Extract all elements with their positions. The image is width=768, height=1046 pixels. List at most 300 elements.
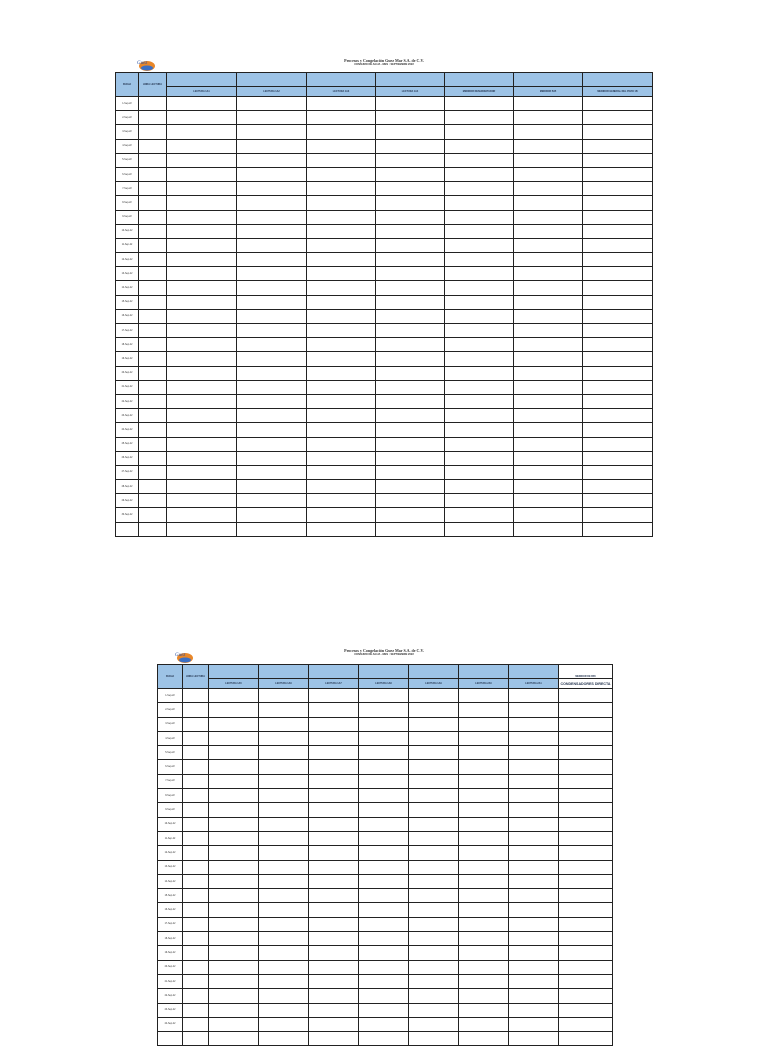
empty-cell[interactable] xyxy=(158,1032,183,1046)
reading-cell[interactable] xyxy=(237,153,307,167)
reading-cell[interactable] xyxy=(237,139,307,153)
reading-cell[interactable] xyxy=(409,717,459,731)
reading-cell[interactable] xyxy=(167,409,237,423)
reading-cell[interactable] xyxy=(376,238,445,252)
hora-cell[interactable] xyxy=(139,394,167,408)
reading-cell[interactable] xyxy=(167,480,237,494)
empty-cell[interactable] xyxy=(183,1032,209,1046)
reading-cell[interactable] xyxy=(459,817,509,831)
reading-cell[interactable] xyxy=(445,111,514,125)
reading-cell[interactable] xyxy=(376,494,445,508)
reading-cell[interactable] xyxy=(514,224,583,238)
reading-cell[interactable] xyxy=(259,689,309,703)
reading-cell[interactable] xyxy=(459,889,509,903)
reading-cell[interactable] xyxy=(307,267,376,281)
hora-cell[interactable] xyxy=(139,182,167,196)
reading-cell[interactable] xyxy=(167,508,237,522)
hora-cell[interactable] xyxy=(183,989,209,1003)
reading-cell[interactable] xyxy=(167,494,237,508)
hora-cell[interactable] xyxy=(183,974,209,988)
reading-cell[interactable] xyxy=(237,409,307,423)
reading-cell[interactable] xyxy=(509,874,559,888)
reading-cell[interactable] xyxy=(259,1017,309,1031)
reading-cell[interactable] xyxy=(259,831,309,845)
reading-cell[interactable] xyxy=(309,946,359,960)
reading-cell[interactable] xyxy=(559,903,613,917)
reading-cell[interactable] xyxy=(209,817,259,831)
reading-cell[interactable] xyxy=(167,324,237,338)
reading-cell[interactable] xyxy=(583,196,653,210)
reading-cell[interactable] xyxy=(376,352,445,366)
hora-cell[interactable] xyxy=(183,703,209,717)
empty-cell[interactable] xyxy=(237,522,307,536)
reading-cell[interactable] xyxy=(514,295,583,309)
reading-cell[interactable] xyxy=(359,889,409,903)
reading-cell[interactable] xyxy=(237,451,307,465)
reading-cell[interactable] xyxy=(583,480,653,494)
reading-cell[interactable] xyxy=(459,831,509,845)
reading-cell[interactable] xyxy=(583,352,653,366)
reading-cell[interactable] xyxy=(167,309,237,323)
reading-cell[interactable] xyxy=(376,139,445,153)
reading-cell[interactable] xyxy=(583,366,653,380)
reading-cell[interactable] xyxy=(309,1017,359,1031)
reading-cell[interactable] xyxy=(514,494,583,508)
empty-cell[interactable] xyxy=(309,1032,359,1046)
reading-cell[interactable] xyxy=(307,182,376,196)
reading-cell[interactable] xyxy=(559,860,613,874)
reading-cell[interactable] xyxy=(209,1017,259,1031)
reading-cell[interactable] xyxy=(583,281,653,295)
reading-cell[interactable] xyxy=(376,167,445,181)
reading-cell[interactable] xyxy=(409,860,459,874)
reading-cell[interactable] xyxy=(514,409,583,423)
hora-cell[interactable] xyxy=(139,338,167,352)
hora-cell[interactable] xyxy=(139,139,167,153)
reading-cell[interactable] xyxy=(583,224,653,238)
reading-cell[interactable] xyxy=(376,480,445,494)
reading-cell[interactable] xyxy=(309,974,359,988)
reading-cell[interactable] xyxy=(307,324,376,338)
reading-cell[interactable] xyxy=(259,760,309,774)
reading-cell[interactable] xyxy=(459,717,509,731)
reading-cell[interactable] xyxy=(583,97,653,111)
empty-cell[interactable] xyxy=(445,522,514,536)
reading-cell[interactable] xyxy=(237,295,307,309)
reading-cell[interactable] xyxy=(209,946,259,960)
empty-cell[interactable] xyxy=(459,1032,509,1046)
reading-cell[interactable] xyxy=(445,295,514,309)
reading-cell[interactable] xyxy=(559,917,613,931)
reading-cell[interactable] xyxy=(307,139,376,153)
reading-cell[interactable] xyxy=(409,774,459,788)
reading-cell[interactable] xyxy=(237,380,307,394)
hora-cell[interactable] xyxy=(183,774,209,788)
reading-cell[interactable] xyxy=(167,196,237,210)
reading-cell[interactable] xyxy=(259,803,309,817)
reading-cell[interactable] xyxy=(209,689,259,703)
hora-cell[interactable] xyxy=(183,860,209,874)
reading-cell[interactable] xyxy=(309,803,359,817)
reading-cell[interactable] xyxy=(259,717,309,731)
reading-cell[interactable] xyxy=(409,874,459,888)
reading-cell[interactable] xyxy=(559,689,613,703)
reading-cell[interactable] xyxy=(509,1003,559,1017)
reading-cell[interactable] xyxy=(259,903,309,917)
hora-cell[interactable] xyxy=(139,423,167,437)
reading-cell[interactable] xyxy=(459,917,509,931)
reading-cell[interactable] xyxy=(237,494,307,508)
hora-cell[interactable] xyxy=(183,689,209,703)
reading-cell[interactable] xyxy=(259,974,309,988)
reading-cell[interactable] xyxy=(209,831,259,845)
reading-cell[interactable] xyxy=(307,167,376,181)
reading-cell[interactable] xyxy=(409,803,459,817)
reading-cell[interactable] xyxy=(167,153,237,167)
reading-cell[interactable] xyxy=(209,774,259,788)
reading-cell[interactable] xyxy=(514,380,583,394)
reading-cell[interactable] xyxy=(209,860,259,874)
reading-cell[interactable] xyxy=(583,309,653,323)
reading-cell[interactable] xyxy=(514,139,583,153)
reading-cell[interactable] xyxy=(559,932,613,946)
reading-cell[interactable] xyxy=(209,760,259,774)
reading-cell[interactable] xyxy=(309,774,359,788)
reading-cell[interactable] xyxy=(514,153,583,167)
reading-cell[interactable] xyxy=(459,746,509,760)
reading-cell[interactable] xyxy=(237,423,307,437)
reading-cell[interactable] xyxy=(309,903,359,917)
reading-cell[interactable] xyxy=(307,111,376,125)
hora-cell[interactable] xyxy=(139,324,167,338)
reading-cell[interactable] xyxy=(514,423,583,437)
reading-cell[interactable] xyxy=(445,281,514,295)
hora-cell[interactable] xyxy=(183,789,209,803)
reading-cell[interactable] xyxy=(209,789,259,803)
reading-cell[interactable] xyxy=(259,774,309,788)
reading-cell[interactable] xyxy=(559,1003,613,1017)
reading-cell[interactable] xyxy=(409,746,459,760)
reading-cell[interactable] xyxy=(459,946,509,960)
reading-cell[interactable] xyxy=(514,394,583,408)
reading-cell[interactable] xyxy=(409,889,459,903)
reading-cell[interactable] xyxy=(209,903,259,917)
reading-cell[interactable] xyxy=(237,352,307,366)
reading-cell[interactable] xyxy=(409,689,459,703)
reading-cell[interactable] xyxy=(514,182,583,196)
reading-cell[interactable] xyxy=(309,917,359,931)
reading-cell[interactable] xyxy=(509,1017,559,1031)
reading-cell[interactable] xyxy=(459,932,509,946)
reading-cell[interactable] xyxy=(559,831,613,845)
reading-cell[interactable] xyxy=(445,380,514,394)
reading-cell[interactable] xyxy=(359,760,409,774)
reading-cell[interactable] xyxy=(445,210,514,224)
reading-cell[interactable] xyxy=(259,731,309,745)
reading-cell[interactable] xyxy=(209,989,259,1003)
reading-cell[interactable] xyxy=(376,451,445,465)
reading-cell[interactable] xyxy=(307,480,376,494)
hora-cell[interactable] xyxy=(183,731,209,745)
hora-cell[interactable] xyxy=(139,238,167,252)
reading-cell[interactable] xyxy=(509,746,559,760)
reading-cell[interactable] xyxy=(445,352,514,366)
reading-cell[interactable] xyxy=(514,480,583,494)
reading-cell[interactable] xyxy=(376,437,445,451)
reading-cell[interactable] xyxy=(167,139,237,153)
reading-cell[interactable] xyxy=(307,153,376,167)
reading-cell[interactable] xyxy=(307,253,376,267)
reading-cell[interactable] xyxy=(583,111,653,125)
reading-cell[interactable] xyxy=(459,1003,509,1017)
reading-cell[interactable] xyxy=(559,817,613,831)
reading-cell[interactable] xyxy=(514,451,583,465)
reading-cell[interactable] xyxy=(167,97,237,111)
reading-cell[interactable] xyxy=(459,874,509,888)
reading-cell[interactable] xyxy=(307,380,376,394)
reading-cell[interactable] xyxy=(237,338,307,352)
reading-cell[interactable] xyxy=(514,210,583,224)
reading-cell[interactable] xyxy=(359,960,409,974)
reading-cell[interactable] xyxy=(209,889,259,903)
reading-cell[interactable] xyxy=(359,831,409,845)
reading-cell[interactable] xyxy=(359,946,409,960)
reading-cell[interactable] xyxy=(209,746,259,760)
reading-cell[interactable] xyxy=(459,803,509,817)
reading-cell[interactable] xyxy=(237,324,307,338)
hora-cell[interactable] xyxy=(139,437,167,451)
reading-cell[interactable] xyxy=(309,746,359,760)
reading-cell[interactable] xyxy=(359,917,409,931)
reading-cell[interactable] xyxy=(583,437,653,451)
reading-cell[interactable] xyxy=(583,295,653,309)
reading-cell[interactable] xyxy=(376,281,445,295)
reading-cell[interactable] xyxy=(359,903,409,917)
reading-cell[interactable] xyxy=(376,253,445,267)
reading-cell[interactable] xyxy=(237,182,307,196)
reading-cell[interactable] xyxy=(583,167,653,181)
reading-cell[interactable] xyxy=(445,238,514,252)
reading-cell[interactable] xyxy=(445,394,514,408)
reading-cell[interactable] xyxy=(237,281,307,295)
reading-cell[interactable] xyxy=(359,746,409,760)
reading-cell[interactable] xyxy=(559,731,613,745)
reading-cell[interactable] xyxy=(307,196,376,210)
reading-cell[interactable] xyxy=(514,267,583,281)
reading-cell[interactable] xyxy=(259,703,309,717)
reading-cell[interactable] xyxy=(167,366,237,380)
reading-cell[interactable] xyxy=(209,874,259,888)
reading-cell[interactable] xyxy=(445,139,514,153)
reading-cell[interactable] xyxy=(237,125,307,139)
reading-cell[interactable] xyxy=(309,889,359,903)
reading-cell[interactable] xyxy=(237,167,307,181)
hora-cell[interactable] xyxy=(139,267,167,281)
reading-cell[interactable] xyxy=(307,125,376,139)
reading-cell[interactable] xyxy=(167,295,237,309)
reading-cell[interactable] xyxy=(259,874,309,888)
reading-cell[interactable] xyxy=(583,394,653,408)
reading-cell[interactable] xyxy=(445,508,514,522)
hora-cell[interactable] xyxy=(183,817,209,831)
reading-cell[interactable] xyxy=(259,817,309,831)
reading-cell[interactable] xyxy=(445,267,514,281)
hora-cell[interactable] xyxy=(183,746,209,760)
hora-cell[interactable] xyxy=(139,380,167,394)
hora-cell[interactable] xyxy=(183,760,209,774)
reading-cell[interactable] xyxy=(309,760,359,774)
hora-cell[interactable] xyxy=(183,846,209,860)
reading-cell[interactable] xyxy=(309,932,359,946)
reading-cell[interactable] xyxy=(359,846,409,860)
reading-cell[interactable] xyxy=(307,465,376,479)
reading-cell[interactable] xyxy=(583,494,653,508)
reading-cell[interactable] xyxy=(309,831,359,845)
reading-cell[interactable] xyxy=(509,860,559,874)
hora-cell[interactable] xyxy=(139,451,167,465)
reading-cell[interactable] xyxy=(459,774,509,788)
reading-cell[interactable] xyxy=(445,324,514,338)
reading-cell[interactable] xyxy=(559,989,613,1003)
reading-cell[interactable] xyxy=(237,480,307,494)
reading-cell[interactable] xyxy=(307,224,376,238)
reading-cell[interactable] xyxy=(514,253,583,267)
reading-cell[interactable] xyxy=(445,196,514,210)
reading-cell[interactable] xyxy=(459,760,509,774)
reading-cell[interactable] xyxy=(307,295,376,309)
hora-cell[interactable] xyxy=(139,224,167,238)
reading-cell[interactable] xyxy=(209,932,259,946)
reading-cell[interactable] xyxy=(445,97,514,111)
reading-cell[interactable] xyxy=(445,338,514,352)
reading-cell[interactable] xyxy=(409,960,459,974)
reading-cell[interactable] xyxy=(237,508,307,522)
reading-cell[interactable] xyxy=(459,789,509,803)
reading-cell[interactable] xyxy=(509,946,559,960)
reading-cell[interactable] xyxy=(167,224,237,238)
reading-cell[interactable] xyxy=(376,324,445,338)
hora-cell[interactable] xyxy=(139,494,167,508)
hora-cell[interactable] xyxy=(139,295,167,309)
reading-cell[interactable] xyxy=(409,817,459,831)
reading-cell[interactable] xyxy=(459,860,509,874)
reading-cell[interactable] xyxy=(409,932,459,946)
reading-cell[interactable] xyxy=(259,932,309,946)
empty-cell[interactable] xyxy=(376,522,445,536)
reading-cell[interactable] xyxy=(514,465,583,479)
reading-cell[interactable] xyxy=(509,889,559,903)
hora-cell[interactable] xyxy=(139,196,167,210)
reading-cell[interactable] xyxy=(376,309,445,323)
reading-cell[interactable] xyxy=(309,860,359,874)
reading-cell[interactable] xyxy=(583,338,653,352)
hora-cell[interactable] xyxy=(183,1003,209,1017)
reading-cell[interactable] xyxy=(167,111,237,125)
reading-cell[interactable] xyxy=(445,423,514,437)
reading-cell[interactable] xyxy=(559,974,613,988)
reading-cell[interactable] xyxy=(459,846,509,860)
hora-cell[interactable] xyxy=(139,125,167,139)
reading-cell[interactable] xyxy=(514,508,583,522)
reading-cell[interactable] xyxy=(209,974,259,988)
reading-cell[interactable] xyxy=(209,846,259,860)
reading-cell[interactable] xyxy=(307,409,376,423)
reading-cell[interactable] xyxy=(259,1003,309,1017)
reading-cell[interactable] xyxy=(409,760,459,774)
reading-cell[interactable] xyxy=(376,465,445,479)
reading-cell[interactable] xyxy=(514,366,583,380)
reading-cell[interactable] xyxy=(559,1017,613,1031)
reading-cell[interactable] xyxy=(559,846,613,860)
reading-cell[interactable] xyxy=(167,437,237,451)
reading-cell[interactable] xyxy=(359,860,409,874)
reading-cell[interactable] xyxy=(583,238,653,252)
reading-cell[interactable] xyxy=(409,789,459,803)
reading-cell[interactable] xyxy=(359,717,409,731)
reading-cell[interactable] xyxy=(376,295,445,309)
reading-cell[interactable] xyxy=(509,917,559,931)
reading-cell[interactable] xyxy=(167,423,237,437)
reading-cell[interactable] xyxy=(309,689,359,703)
reading-cell[interactable] xyxy=(509,817,559,831)
reading-cell[interactable] xyxy=(359,974,409,988)
hora-cell[interactable] xyxy=(183,874,209,888)
reading-cell[interactable] xyxy=(237,267,307,281)
hora-cell[interactable] xyxy=(183,889,209,903)
reading-cell[interactable] xyxy=(376,380,445,394)
reading-cell[interactable] xyxy=(409,974,459,988)
empty-cell[interactable] xyxy=(409,1032,459,1046)
reading-cell[interactable] xyxy=(209,803,259,817)
reading-cell[interactable] xyxy=(459,731,509,745)
reading-cell[interactable] xyxy=(259,846,309,860)
reading-cell[interactable] xyxy=(167,182,237,196)
empty-cell[interactable] xyxy=(514,522,583,536)
reading-cell[interactable] xyxy=(559,946,613,960)
reading-cell[interactable] xyxy=(359,803,409,817)
reading-cell[interactable] xyxy=(409,903,459,917)
reading-cell[interactable] xyxy=(409,1003,459,1017)
reading-cell[interactable] xyxy=(237,238,307,252)
reading-cell[interactable] xyxy=(167,338,237,352)
reading-cell[interactable] xyxy=(445,437,514,451)
reading-cell[interactable] xyxy=(307,97,376,111)
reading-cell[interactable] xyxy=(445,125,514,139)
reading-cell[interactable] xyxy=(376,508,445,522)
hora-cell[interactable] xyxy=(139,153,167,167)
hora-cell[interactable] xyxy=(139,480,167,494)
reading-cell[interactable] xyxy=(376,423,445,437)
reading-cell[interactable] xyxy=(559,960,613,974)
reading-cell[interactable] xyxy=(209,703,259,717)
reading-cell[interactable] xyxy=(309,703,359,717)
reading-cell[interactable] xyxy=(459,989,509,1003)
reading-cell[interactable] xyxy=(237,253,307,267)
reading-cell[interactable] xyxy=(559,789,613,803)
reading-cell[interactable] xyxy=(514,111,583,125)
reading-cell[interactable] xyxy=(209,960,259,974)
reading-cell[interactable] xyxy=(514,437,583,451)
reading-cell[interactable] xyxy=(459,960,509,974)
reading-cell[interactable] xyxy=(307,338,376,352)
reading-cell[interactable] xyxy=(445,253,514,267)
reading-cell[interactable] xyxy=(259,746,309,760)
reading-cell[interactable] xyxy=(459,903,509,917)
reading-cell[interactable] xyxy=(307,394,376,408)
reading-cell[interactable] xyxy=(514,238,583,252)
reading-cell[interactable] xyxy=(376,394,445,408)
reading-cell[interactable] xyxy=(514,125,583,139)
